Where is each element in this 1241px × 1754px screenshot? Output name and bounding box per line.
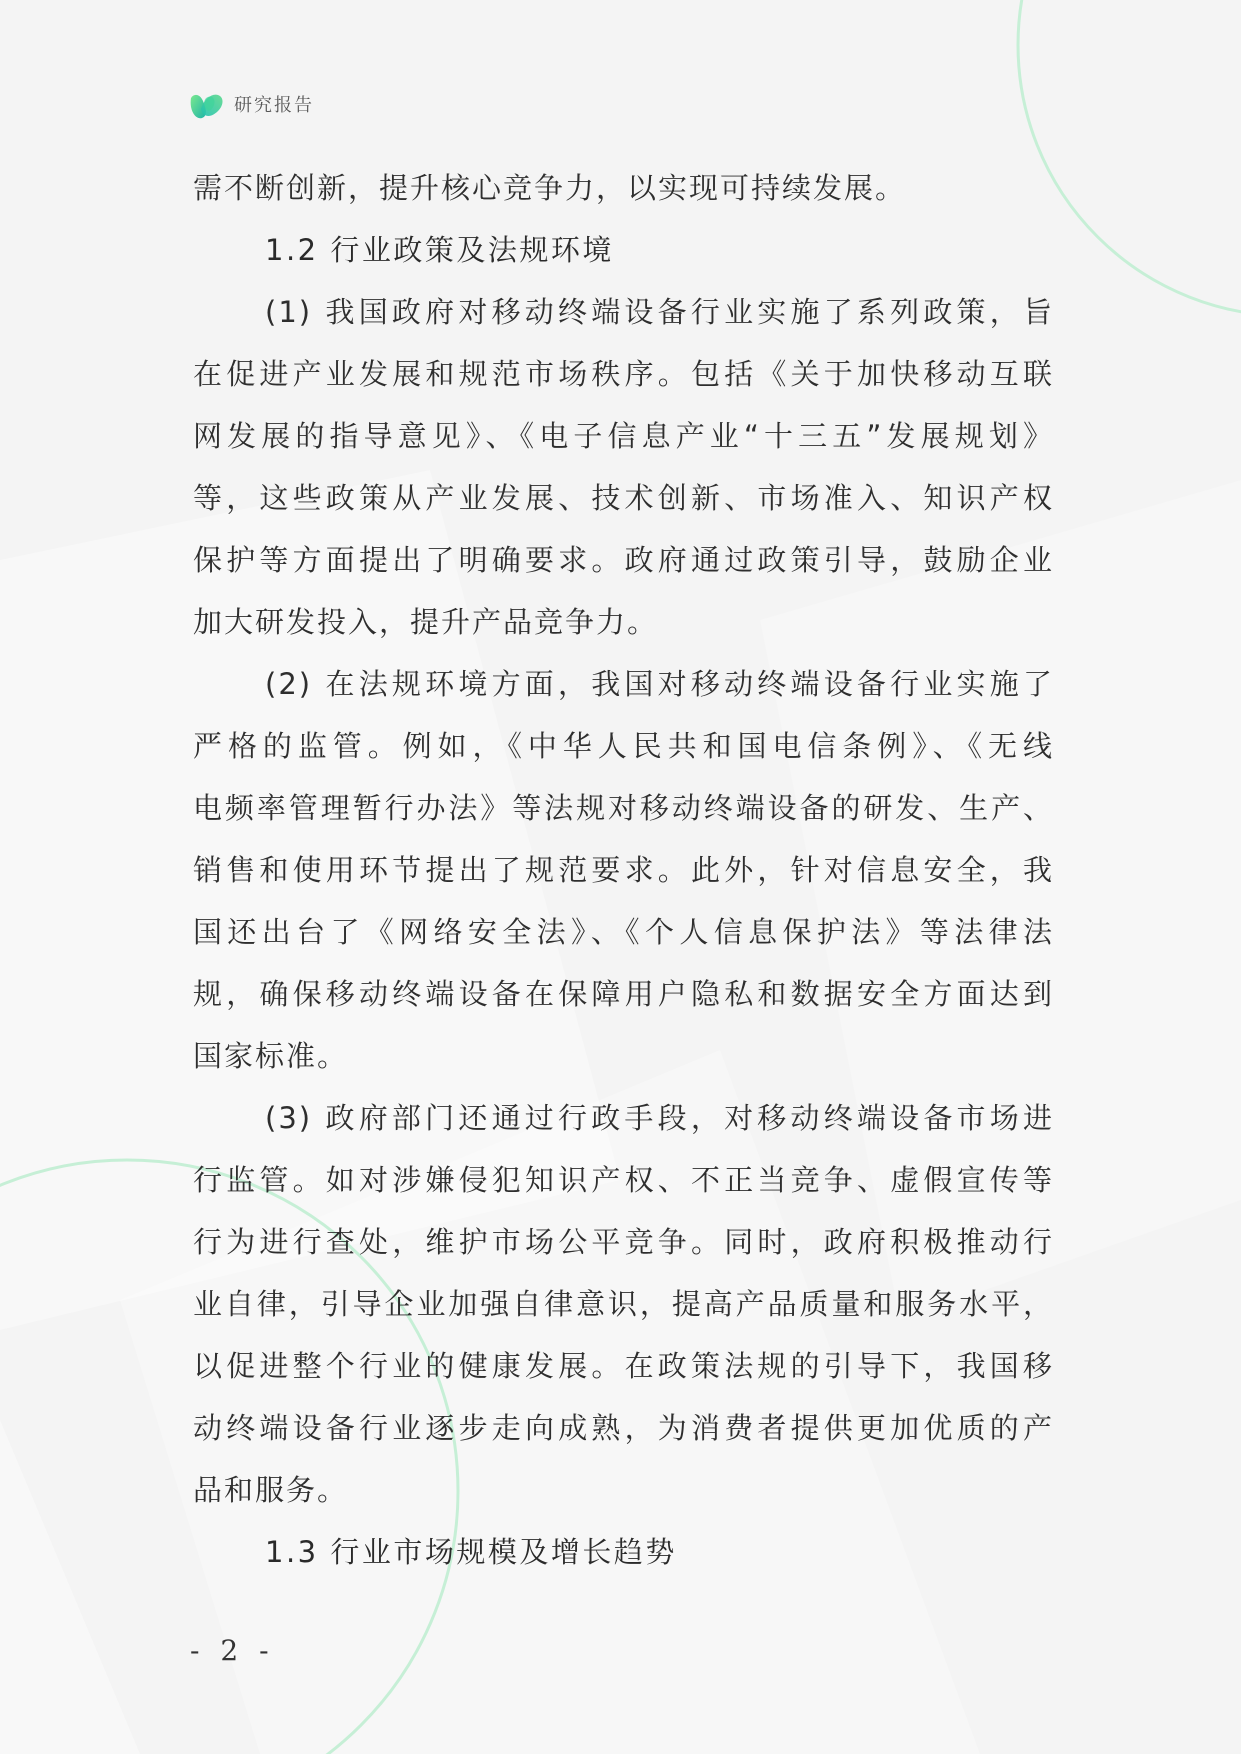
- report-header: [188, 88, 314, 124]
- paragraph-line: 品和服务。: [193, 1473, 349, 1507]
- paragraph: [193, 1087, 1054, 1521]
- header-title: 研究报告: [234, 95, 314, 116]
- paragraph-line: 保护等方面提出了明确要求。政府通过政策引导，鼓励企业: [193, 543, 1054, 577]
- section-heading: 1.3 行业市场规模及增长趋势: [265, 1535, 677, 1569]
- paragraph-line: 以促进整个行业的健康发展。在政策法规的引导下，我国移: [193, 1349, 1054, 1383]
- paragraph-line: 销售和使用环节提出了规范要求。此外，针对信息安全，我: [193, 853, 1054, 887]
- page-number: - 2 -: [190, 1634, 275, 1667]
- paragraph: [193, 653, 1054, 1087]
- paragraph-line: 国还出台了《网络安全法》、《个人信息保护法》等法律法: [193, 915, 1054, 949]
- section-heading: 1.2 行业政策及法规环境: [265, 233, 614, 267]
- paragraph-line: 等，这些政策从产业发展、技术创新、市场准入、知识产权: [193, 481, 1054, 515]
- paragraph-line: 规，确保移动终端设备在保障用户隐私和数据安全方面达到: [193, 977, 1054, 1011]
- paragraph-line: 电频率管理暂行办法》等法规对移动终端设备的研发、生产、: [193, 791, 1054, 825]
- paragraph-line: 严格的监管。例如，《中华人民共和国电信条例》、《无线: [193, 729, 1054, 763]
- paragraph-line: 业自律，引导企业加强自律意识，提高产品质量和服务水平，: [193, 1287, 1054, 1321]
- paragraph-line: (2) 在法规环境方面，我国对移动终端设备行业实施了: [265, 667, 1054, 701]
- paragraph-line: 国家标准。: [193, 1039, 349, 1073]
- document-body: [193, 157, 1054, 1583]
- paragraph-line: 在促进产业发展和规范市场秩序。包括《关于加快移动互联: [193, 357, 1054, 391]
- paragraph-line: (3) 政府部门还通过行政手段，对移动终端设备市场进: [265, 1101, 1054, 1135]
- paragraph-line: 网发展的指导意见》、《电子信息产业“十三五”发展规划》: [193, 419, 1054, 453]
- background-plane: [0, 1420, 140, 1754]
- paragraph: [193, 281, 1054, 653]
- paragraph-line: (1) 我国政府对移动终端设备行业实施了系列政策，旨: [265, 295, 1054, 329]
- paragraph-line: 动终端设备行业逐步走向成熟，为消费者提供更加优质的产: [193, 1411, 1054, 1445]
- paragraph-line: 需不断创新，提升核心竞争力，以实现可持续发展。: [193, 171, 907, 205]
- paragraph-line: 加大研发投入，提升产品竞争力。: [193, 605, 659, 639]
- paragraph-line: 行监管。如对涉嫌侵犯知识产权、不正当竞争、虚假宣传等: [193, 1163, 1054, 1197]
- paragraph-line: 行为进行查处，维护市场公平竞争。同时，政府积极推动行: [193, 1225, 1054, 1259]
- brand-logo-icon: [188, 89, 226, 123]
